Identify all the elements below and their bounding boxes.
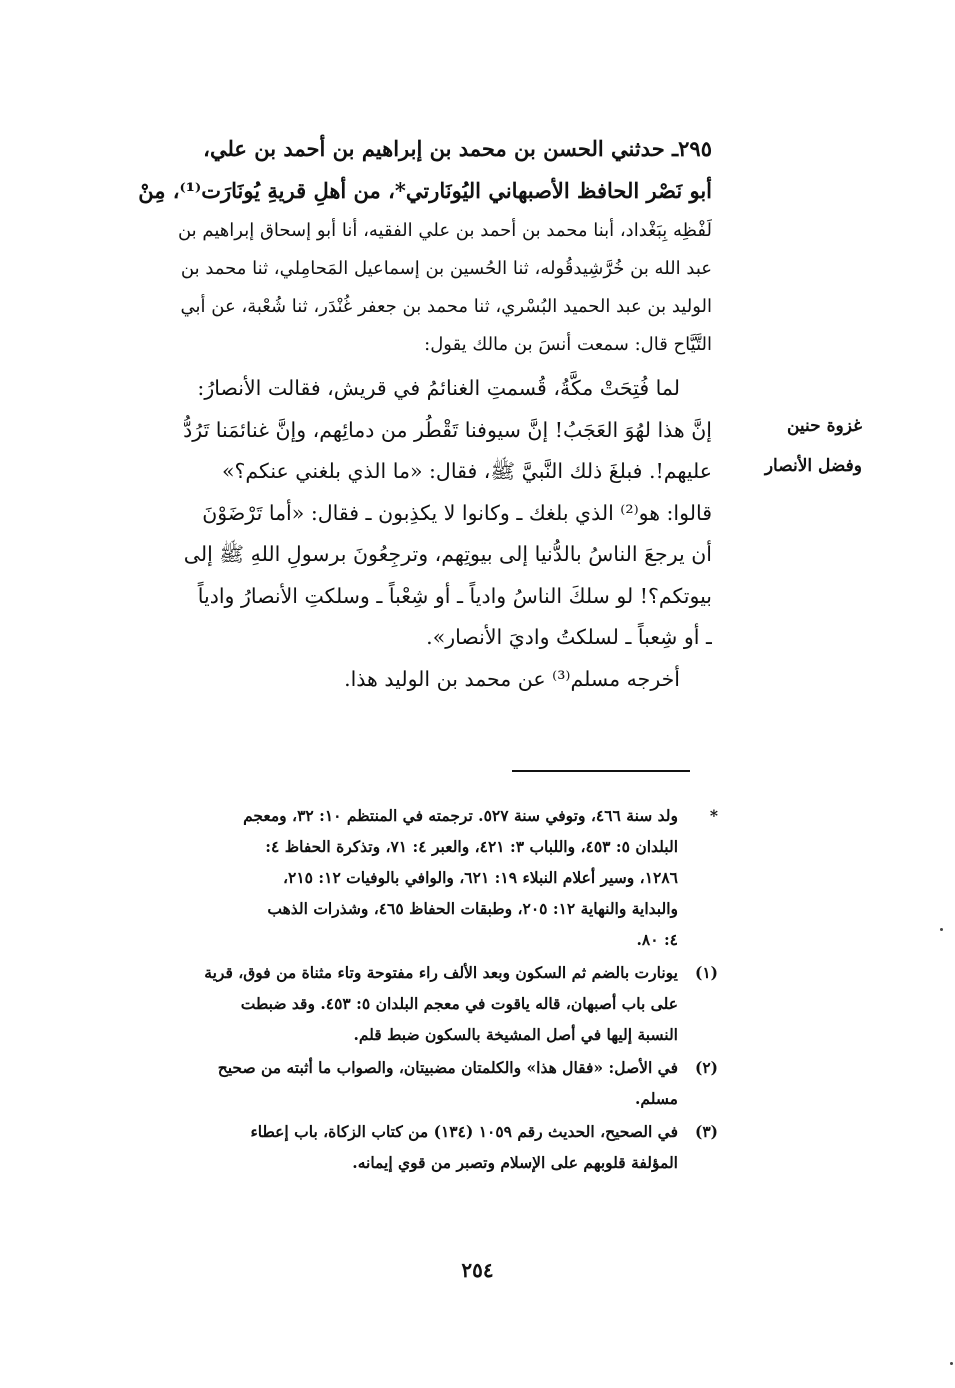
takhrij-line: أخرجه مسلم⁽³⁾ عن محمد بن الوليد هذا. xyxy=(344,666,680,691)
footnote-line: ١٢٨٦، وسير أعلام النبلاء ١٩: ٦٢١، والوافي بالوفيات ١٢: ٢١٥، xyxy=(283,868,678,887)
matn-line: عليهم!. فبلغَ ذلك النَّبيَّ ﷺ، فقال: «ما الذي بلغني عنكم؟» xyxy=(221,459,712,483)
footnote-body xyxy=(98,1052,678,1114)
footnote xyxy=(98,1052,718,1114)
footnote-line: على باب أصبهان، قاله ياقوت في معجم البلدان ٥: ٤٥٣. وقد ضبطت xyxy=(240,994,678,1013)
footnote-line: يونارت بالضم ثم السكون وبعد الألف راء مفتوحة وتاء مثناة من فوق، قرية xyxy=(204,963,678,982)
footnote-separator xyxy=(512,770,690,772)
chain-line: عبد الله بن خُرَّشِيدقُوله، ثنا الحُسين بن إسماعيل المَحامِلي، ثنا محمد بن xyxy=(180,258,712,279)
matn-line: لما فُتِحَتْ مكَّةُ، قُسمتِ الغنائمُ في قريش، فقالت الأنصارُ: xyxy=(197,376,680,400)
footnote xyxy=(98,957,718,1050)
chain-line: التَّيَّاح قال: سمعت أنسَ بن مالك يقول: xyxy=(424,334,712,355)
footnote-body xyxy=(98,957,678,1050)
page-number: ٢٥٤ xyxy=(461,1258,494,1282)
scan-speck xyxy=(940,928,943,931)
isnad-chain xyxy=(100,128,712,364)
footnote-line: في الأصل: «فقال هذا» والكلمتان مضبيتان، والصواب ما أثبته من صحيح xyxy=(217,1058,678,1077)
footnote-line: البلدان ٥: ٤٥٣، واللباب ٣: ٤٢١، والعبر ٤: ٧١، وتذكرة الحفاظ ٤: xyxy=(265,837,678,856)
footnote-line: النسبة إليها في أصل المشيخة بالسكون ضبط قلم. xyxy=(353,1025,678,1044)
footnote-marker: (١) xyxy=(694,963,718,982)
footnote xyxy=(98,1116,718,1178)
footnotes xyxy=(98,800,718,1180)
hadith-matn xyxy=(100,368,712,659)
footnote-line: ولد سنة ٤٦٦، وتوفي سنة ٥٢٧. ترجمته في المنتظم ١٠: ٣٢، ومعجم xyxy=(243,806,678,825)
footnote-line: والبداية والنهاية ١٢: ٢٠٥، وطبقات الحفاظ ٤٦٥، وشذرات الذهب xyxy=(267,899,678,918)
footnote-marker: * xyxy=(709,806,718,825)
footnote-line: مسلم. xyxy=(635,1089,678,1108)
matn-line: ـ أو شِعباً ـ لسلكتُ واديَ الأنصار». xyxy=(426,625,712,649)
footnote-line: في الصحيح، الحديث رقم ١٠٥٩ (١٣٤) من كتاب الزكاة، باب إعطاء xyxy=(250,1122,678,1141)
margin-heading-line: غزوة حنين xyxy=(786,416,862,436)
narrator-line: أبو نَصْر الحافظ الأصبهاني اليُونَارتي*، من أهلِ قريةِ يُونَارَت⁽¹⁾، مِنْ xyxy=(138,178,712,203)
chain-line: لَفْظِه بِبَغْداد، أبنا محمد بن أحمد بن علي الفقيه، أنا أبو إسحاق إبراهيم بن xyxy=(177,220,712,241)
matn-line: قالوا: هو⁽²⁾ الذي بلغك ـ وكانوا لا يكذِبون ـ فقال: «أما تَرْضَوْنَ xyxy=(202,500,712,525)
matn-line: أن يرجعَ الناسُ بالدُّنيا إلى بيوتِهم، وترجِعُونَ برسولِ اللهِ ﷺ إلى xyxy=(183,542,712,566)
scan-speck xyxy=(950,1362,953,1365)
matn-line: إنَّ هذا لهُوَ العَجَبُ! إنَّ سيوفنا تَقْطُر من دمائِهم، وإنَّ غنائمَنا تَرُدُّ xyxy=(183,417,712,442)
footnote-marker: (٢) xyxy=(694,1058,718,1077)
hadith-heading-line: ٢٩٥ـ حدثني الحسن بن محمد بن إبراهيم بن أحمد بن علي، xyxy=(203,136,712,161)
footnote-line: المؤلفة قلوبهم على الإسلام وتصبر من قوي إيمانه. xyxy=(352,1153,678,1172)
matn-line: بيوتكم؟! لو سلكَ الناسُ وادياً ـ أو شِعْباً ـ وسلكتِ الأنصارُ وادياً xyxy=(197,583,712,608)
footnote-marker: (٣) xyxy=(694,1122,718,1141)
footnote-line: ٤: ٨٠. xyxy=(636,930,678,949)
footnote-body xyxy=(98,1116,678,1178)
footnote xyxy=(98,800,718,955)
chain-line: الوليد بن عبد الحميد البُسْري، ثنا محمد بن جعفر غُنْدَر، ثنا شُعْبة، عن أبي xyxy=(180,296,712,317)
footnote-body xyxy=(98,800,678,955)
hadith-text xyxy=(100,128,712,699)
margin-heading-line: وفضل الأنصار xyxy=(764,456,862,476)
margin-heading xyxy=(722,406,862,486)
